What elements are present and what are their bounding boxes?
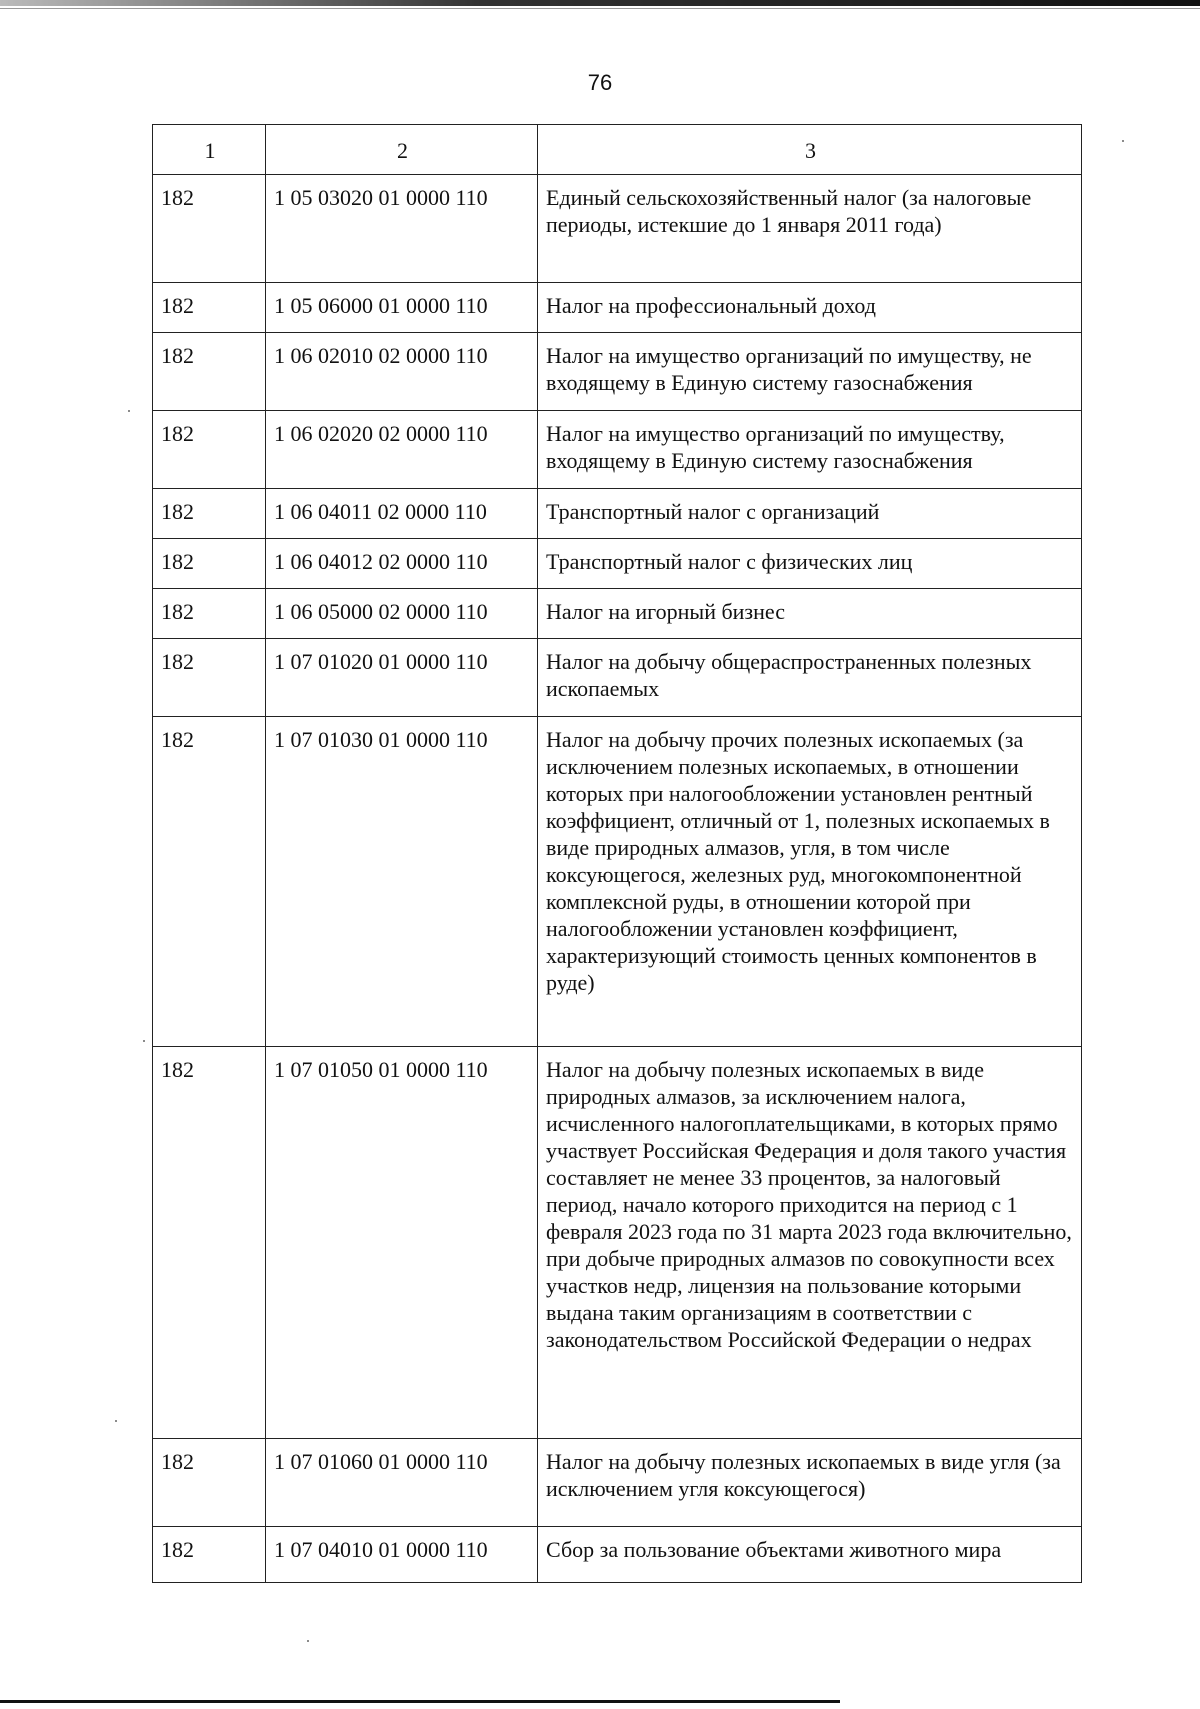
budget-code-cell: 1 05 03020 01 0000 110 bbox=[266, 175, 538, 283]
scan-edge-bottom bbox=[0, 1700, 840, 1703]
admin-code-cell: 182 bbox=[153, 489, 266, 539]
revenue-name-cell: Налог на добычу прочих полезных ископаемых (за исключением полезных ископаемых, в отношении которых при налогообложении установлен рентный коэффициент, отличный от 1, полезных ископаемых в виде природных алмазов, угля, в том числе коксующегося, железных руд, многокомпонентной комплексной руды, в отношении которой при налогообложении установлен коэффициент, характеризующий стоимость ценных компонентов в руде) bbox=[538, 717, 1082, 1047]
revenue-name-cell: Налог на добычу полезных ископаемых в виде угля (за исключением угля коксующегося) bbox=[538, 1439, 1082, 1527]
table-row bbox=[153, 1527, 1082, 1583]
table-row bbox=[153, 589, 1082, 639]
admin-code-cell: 182 bbox=[153, 333, 266, 411]
budget-code-cell: 1 06 02020 02 0000 110 bbox=[266, 411, 538, 489]
table-row bbox=[153, 1047, 1082, 1439]
admin-code-cell: 182 bbox=[153, 1527, 266, 1583]
revenue-name-cell: Налог на добычу полезных ископаемых в виде природных алмазов, за исключением налога, исчисленного налогоплательщиками, в которых прямо участвует Российская Федерация и доля такого участия составляет не менее 33 процентов, за налоговый период, начало которого приходится на период с 1 февраля 2023 года по 31 марта 2023 года включительно, при добыче природных алмазов по совокупности всех участков недр, лицензия на пользование которыми выдана таким организациям в соответствии с законодательством Российской Федерации о недрах bbox=[538, 1047, 1082, 1439]
budget-code-cell: 1 06 02010 02 0000 110 bbox=[266, 333, 538, 411]
table-row bbox=[153, 283, 1082, 333]
scan-speck bbox=[307, 1640, 309, 1642]
revenue-name-cell: Налог на профессиональный доход bbox=[538, 283, 1082, 333]
budget-code-cell: 1 06 04011 02 0000 110 bbox=[266, 489, 538, 539]
budget-code-cell: 1 07 01050 01 0000 110 bbox=[266, 1047, 538, 1439]
table-row bbox=[153, 489, 1082, 539]
budget-code-cell: 1 07 01060 01 0000 110 bbox=[266, 1439, 538, 1527]
revenue-name-cell: Налог на добычу общераспространенных полезных ископаемых bbox=[538, 639, 1082, 717]
header-cell-3: 3 bbox=[538, 125, 1082, 175]
admin-code-cell: 182 bbox=[153, 175, 266, 283]
budget-code-cell: 1 06 05000 02 0000 110 bbox=[266, 589, 538, 639]
revenue-name-cell: Сбор за пользование объектами животного мира bbox=[538, 1527, 1082, 1583]
table-header-row bbox=[153, 125, 1082, 175]
budget-code-cell: 1 05 06000 01 0000 110 bbox=[266, 283, 538, 333]
header-cell-2: 2 bbox=[266, 125, 538, 175]
table-row bbox=[153, 175, 1082, 283]
header-cell-1: 1 bbox=[153, 125, 266, 175]
revenue-name-cell: Налог на имущество организаций по имуществу, входящему в Единую систему газоснабжения bbox=[538, 411, 1082, 489]
revenue-codes-table bbox=[152, 124, 1082, 1583]
scan-edge-top-thin bbox=[0, 8, 1200, 9]
scan-speck bbox=[115, 1420, 117, 1422]
table-row bbox=[153, 411, 1082, 489]
budget-code-cell: 1 07 01020 01 0000 110 bbox=[266, 639, 538, 717]
admin-code-cell: 182 bbox=[153, 589, 266, 639]
revenue-name-cell: Транспортный налог с организаций bbox=[538, 489, 1082, 539]
admin-code-cell: 182 bbox=[153, 639, 266, 717]
scan-speck bbox=[128, 410, 130, 412]
scan-speck bbox=[143, 1040, 145, 1042]
revenue-name-cell: Единый сельскохозяйственный налог (за налоговые периоды, истекшие до 1 января 2011 года) bbox=[538, 175, 1082, 283]
revenue-name-cell: Налог на игорный бизнес bbox=[538, 589, 1082, 639]
table-row bbox=[153, 717, 1082, 1047]
admin-code-cell: 182 bbox=[153, 539, 266, 589]
admin-code-cell: 182 bbox=[153, 1439, 266, 1527]
budget-code-cell: 1 06 04012 02 0000 110 bbox=[266, 539, 538, 589]
table-row bbox=[153, 639, 1082, 717]
page-number: 76 bbox=[587, 70, 613, 95]
admin-code-cell: 182 bbox=[153, 283, 266, 333]
budget-code-cell: 1 07 04010 01 0000 110 bbox=[266, 1527, 538, 1583]
scan-edge-top bbox=[0, 0, 1200, 6]
budget-code-cell: 1 07 01030 01 0000 110 bbox=[266, 717, 538, 1047]
scan-speck bbox=[1122, 140, 1124, 142]
revenue-name-cell: Транспортный налог с физических лиц bbox=[538, 539, 1082, 589]
table-row bbox=[153, 539, 1082, 589]
admin-code-cell: 182 bbox=[153, 717, 266, 1047]
revenue-name-cell: Налог на имущество организаций по имуществу, не входящему в Единую систему газоснабжения bbox=[538, 333, 1082, 411]
admin-code-cell: 182 bbox=[153, 411, 266, 489]
table-row bbox=[153, 333, 1082, 411]
table-row bbox=[153, 1439, 1082, 1527]
admin-code-cell: 182 bbox=[153, 1047, 266, 1439]
